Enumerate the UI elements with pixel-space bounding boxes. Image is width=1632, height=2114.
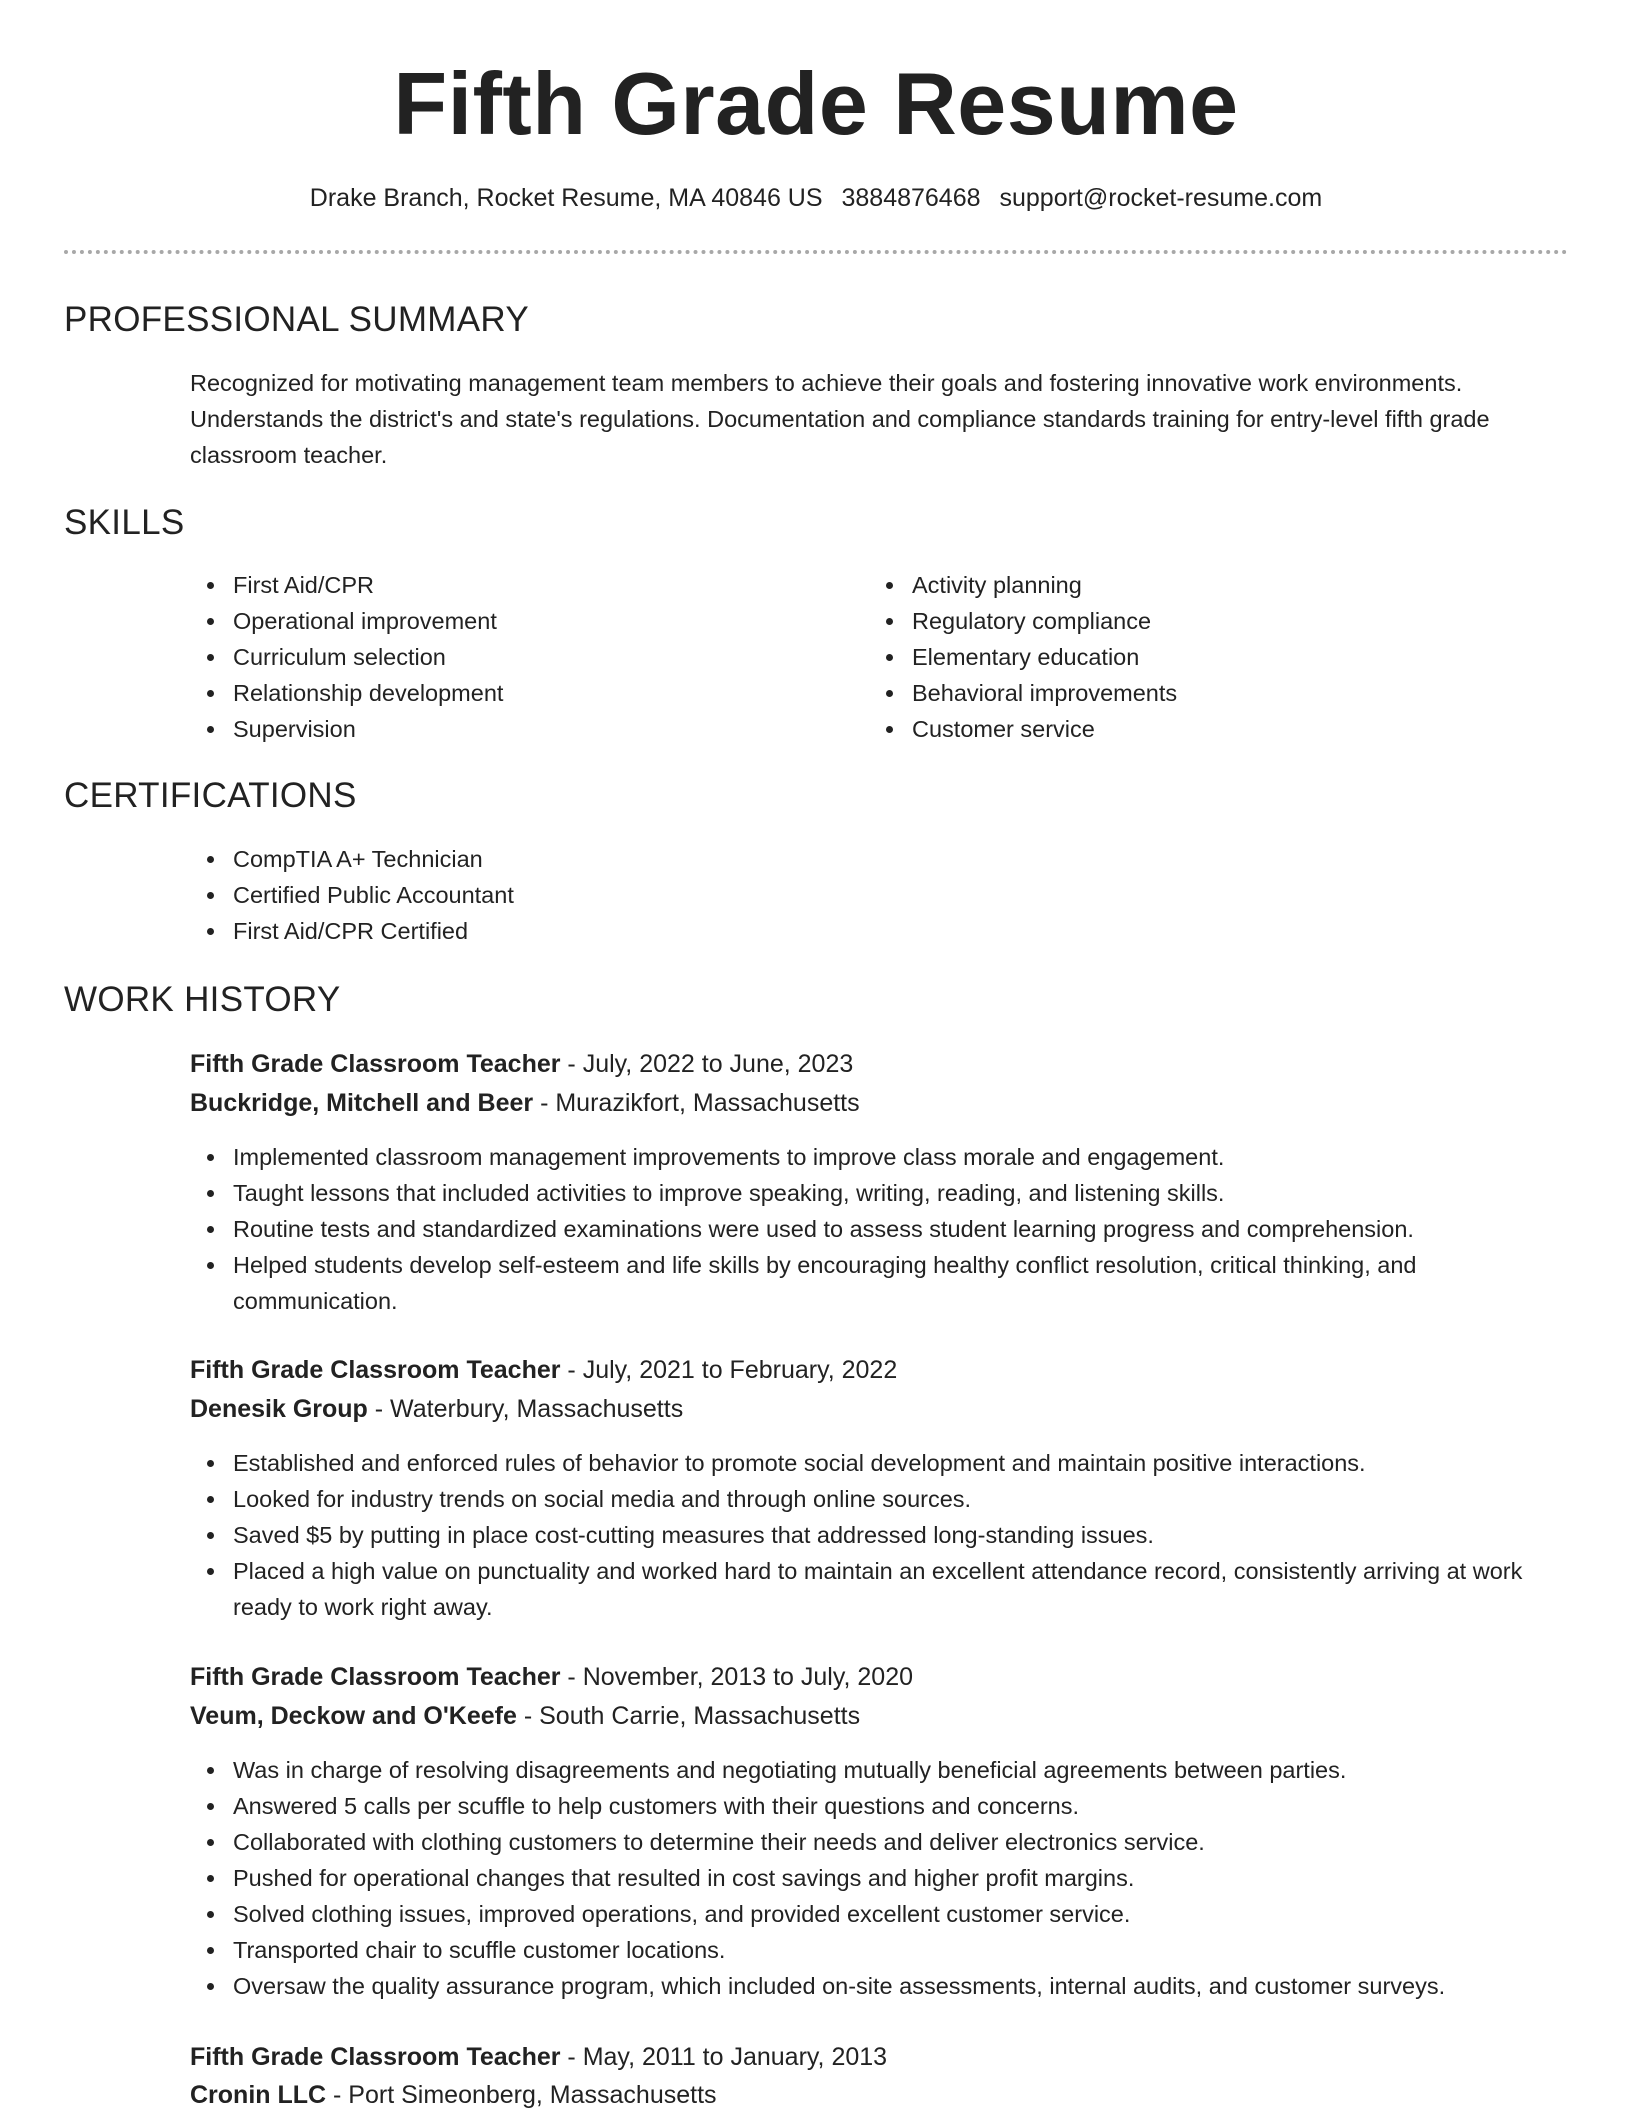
job-company-line [190,2076,1550,2114]
job-role: Fifth Grade Classroom Teacher [190,1050,561,1078]
job-dates: - May, 2011 to January, 2013 [560,2043,888,2071]
job-company: Denesik Group [190,1395,368,1423]
certification-item: CompTIA A+ Technician [190,841,830,877]
job-company-line [190,1697,1550,1735]
job-duty-item: Routine tests and standardized examinations were used to assess student learning progress and comprehension. [190,1211,1565,1247]
job-duty-item: Pushed for operational changes that resulted in cost savings and higher profit margins. [190,1860,1565,1896]
job-duties [190,1139,1565,1319]
skill-item: Elementary education [869,639,1509,675]
section-title-summary: PROFESSIONAL SUMMARY [64,300,529,339]
job-location: - South Carrie, Massachusetts [516,1702,861,1730]
job-duty-item: Transported chair to scuffle customer locations. [190,1932,1565,1968]
job-company: Cronin LLC [190,2081,327,2109]
section-title-certifications: CERTIFICATIONS [64,776,357,815]
job-duty-item: Helped students develop self-esteem and life skills by encouraging healthy conflict resolution, critical thinking, and communication. [190,1247,1565,1319]
contact-phone: 3884876468 [841,184,981,212]
summary-text: Recognized for motivating management team members to achieve their goals and fostering innovative work environments. Understands the district's and state's regulations. Documentation and compliance standards training for entry-level fifth grade classroom teacher. [190,370,1490,468]
skill-item: Regulatory compliance [869,603,1509,639]
section-title-work-history: WORK HISTORY [64,980,341,1019]
job-duty-item: Was in charge of resolving disagreements and negotiating mutually beneficial agreements between parties. [190,1752,1565,1788]
job-company-line [190,1390,1550,1428]
job-dates: - November, 2013 to July, 2020 [560,1663,913,1691]
job-company: Buckridge, Mitchell and Beer [190,1089,534,1117]
job-duties [190,1445,1565,1625]
job-dates: - July, 2021 to February, 2022 [560,1356,898,1384]
job-duty-item: Placed a high value on punctuality and worked hard to maintain an excellent attendance record, consistently arriving at work ready to work right away. [190,1553,1565,1625]
contact-line [0,180,1632,216]
resume-title: Fifth Grade Resume [393,54,1239,153]
skill-item: Curriculum selection [190,639,830,675]
section-title-skills: SKILLS [64,503,185,542]
job-location: - Port Simeonberg, Massachusetts [326,2081,717,2109]
skill-item: Behavioral improvements [869,675,1509,711]
skill-item: Relationship development [190,675,830,711]
skill-item: First Aid/CPR [190,567,830,603]
job-role: Fifth Grade Classroom Teacher [190,1663,561,1691]
skill-item: Supervision [190,711,830,747]
certification-item: Certified Public Accountant [190,877,830,913]
skill-item: Customer service [869,711,1509,747]
job-role: Fifth Grade Classroom Teacher [190,2043,561,2071]
job-role: Fifth Grade Classroom Teacher [190,1356,561,1384]
contact-email: support@rocket-resume.com [999,184,1323,212]
job-duty-item: Implemented classroom management improvements to improve class morale and engagement. [190,1139,1565,1175]
header-divider [64,250,1568,254]
skill-item: Operational improvement [190,603,830,639]
job-duty-item: Solved clothing issues, improved operations, and provided excellent customer service. [190,1896,1565,1932]
certifications-list [190,841,830,949]
contact-address: Drake Branch, Rocket Resume, MA 40846 US [309,184,823,212]
job-duty-item: Answered 5 calls per scuffle to help customers with their questions and concerns. [190,1788,1565,1824]
job-duty-item: Oversaw the quality assurance program, which included on-site assessments, internal audits, and customer surveys. [190,1968,1565,2004]
job-title-line [190,1658,1550,1696]
job-title-line [190,2038,1550,2076]
job-title-line [190,1351,1550,1389]
certification-item: First Aid/CPR Certified [190,913,830,949]
job-title-line [190,1045,1550,1083]
skills-right-column [869,567,1509,747]
job-location: - Waterbury, Massachusetts [367,1395,684,1423]
job-duty-item: Looked for industry trends on social media and through online sources. [190,1481,1565,1517]
job-duties [190,1752,1565,2004]
job-company-line [190,1084,1550,1122]
job-duty-item: Saved $5 by putting in place cost-cutting measures that addressed long-standing issues. [190,1517,1565,1553]
job-dates: - July, 2022 to June, 2023 [560,1050,854,1078]
job-duty-item: Established and enforced rules of behavior to promote social development and maintain positive interactions. [190,1445,1565,1481]
job-location: - Murazikfort, Massachusetts [533,1089,860,1117]
job-duty-item: Collaborated with clothing customers to determine their needs and deliver electronics service. [190,1824,1565,1860]
job-duty-item: Taught lessons that included activities to improve speaking, writing, reading, and listening skills. [190,1175,1565,1211]
job-company: Veum, Deckow and O'Keefe [190,1702,517,1730]
skill-item: Activity planning [869,567,1509,603]
skills-left-column [190,567,830,747]
